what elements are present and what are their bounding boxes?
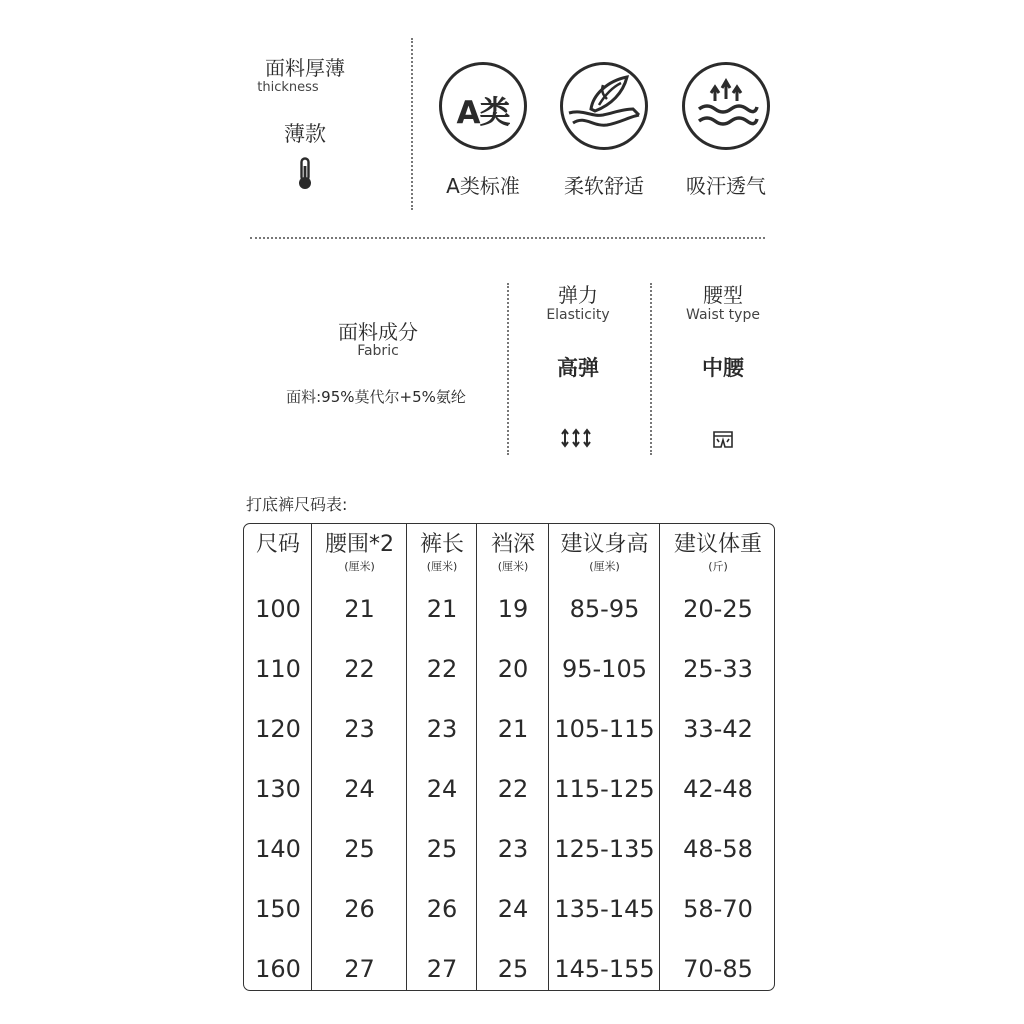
table-header-cell (244, 530, 312, 560)
feature-label-a-class: A类标准 (446, 174, 520, 198)
table-header-name: 尺码 (255, 532, 300, 557)
table-header-cell (407, 530, 477, 574)
table-cell: 22 (344, 655, 375, 683)
table-cell: 95-105 (561, 655, 647, 683)
thickness-subtitle: thickness (257, 80, 319, 95)
thickness-value: 薄款 (284, 122, 326, 146)
table-cell: 125-135 (554, 835, 655, 863)
table-cell: 115-125 (554, 775, 655, 803)
fabric-subtitle: Fabric (357, 343, 399, 359)
table-cell: 145-155 (554, 955, 655, 983)
table-cell: 48-58 (683, 835, 753, 863)
table-cell: 58-70 (683, 895, 753, 923)
stretch-arrows-icon (561, 428, 591, 452)
table-header-unit: (厘米) (344, 560, 375, 573)
table-header-unit: (厘米) (426, 560, 458, 573)
table-cell: 19 (497, 595, 529, 623)
table-header-name: 裤长 (419, 532, 464, 557)
table-cell: 135-145 (554, 895, 655, 923)
elasticity-title: 弹力 (558, 283, 598, 307)
waist-subtitle: Waist type (686, 307, 760, 323)
feature-label-breathable: 吸汗透气 (686, 174, 766, 198)
table-header-cell (660, 530, 775, 574)
breathable-waves-icon (682, 62, 770, 150)
table-cell: 100 (255, 595, 301, 623)
feature-label-soft: 柔软舒适 (564, 174, 644, 198)
waist-title: 腰型 (703, 283, 743, 307)
table-header-cell (312, 530, 407, 574)
table-cell: 23 (426, 715, 458, 743)
table-cell: 26 (426, 895, 458, 923)
table-header-name: 裆深 (490, 532, 535, 557)
fabric-title: 面料成分 (338, 320, 418, 344)
vertical-divider (411, 38, 413, 210)
table-header-cell (549, 530, 660, 574)
table-cell: 130 (255, 775, 301, 803)
table-cell: 22 (497, 775, 529, 803)
table-cell: 24 (344, 775, 375, 803)
table-cell: 25 (497, 955, 529, 983)
table-header-unit: (斤) (708, 560, 728, 573)
table-cell: 140 (255, 835, 301, 863)
table-cell: 110 (255, 655, 301, 683)
table-cell: 20 (497, 655, 529, 683)
table-cell: 42-48 (683, 775, 753, 803)
table-header-name: 建议身高 (560, 532, 649, 557)
waist-value: 中腰 (702, 356, 744, 380)
table-cell: 105-115 (554, 715, 655, 743)
thickness-title: 面料厚薄 (265, 56, 345, 80)
table-header-cell (477, 530, 549, 574)
elasticity-subtitle: Elasticity (546, 307, 610, 323)
table-header-name: 建议体重 (673, 532, 762, 557)
table-cell: 25 (426, 835, 458, 863)
table-cell: 33-42 (683, 715, 753, 743)
table-cell: 21 (497, 715, 529, 743)
fabric-composition: 面料:95%莫代尔+5%氨纶 (286, 388, 466, 406)
soft-feather-hand-icon (560, 62, 648, 150)
elasticity-value: 高弹 (557, 356, 599, 380)
table-cell: 21 (344, 595, 375, 623)
table-header-unit: (厘米) (497, 560, 529, 573)
table-cell: 160 (255, 955, 301, 983)
table-cell: 23 (344, 715, 375, 743)
table-cell: 26 (344, 895, 375, 923)
horizontal-divider (250, 237, 765, 239)
table-cell: 25-33 (683, 655, 753, 683)
table-header-name: 腰围*2 (325, 532, 394, 557)
table-cell: 25 (344, 835, 375, 863)
table-cell: 24 (426, 775, 458, 803)
a-class-badge-icon (439, 62, 527, 150)
waist-icon (712, 430, 734, 452)
table-header-unit: (厘米) (589, 560, 620, 573)
size-table (243, 523, 775, 991)
table-cell: 27 (344, 955, 375, 983)
table-cell: 27 (426, 955, 458, 983)
table-cell: 22 (426, 655, 458, 683)
thermometer-icon (296, 157, 314, 195)
table-cell: 120 (255, 715, 301, 743)
table-cell: 21 (426, 595, 458, 623)
a-class-badge-text: A类 (456, 95, 510, 131)
size-table-title: 打底裤尺码表: (246, 495, 348, 514)
table-cell: 24 (497, 895, 529, 923)
table-cell: 150 (255, 895, 301, 923)
table-cell: 23 (497, 835, 529, 863)
table-cell: 85-95 (569, 595, 640, 623)
table-cell: 70-85 (683, 955, 753, 983)
table-cell: 20-25 (683, 595, 753, 623)
